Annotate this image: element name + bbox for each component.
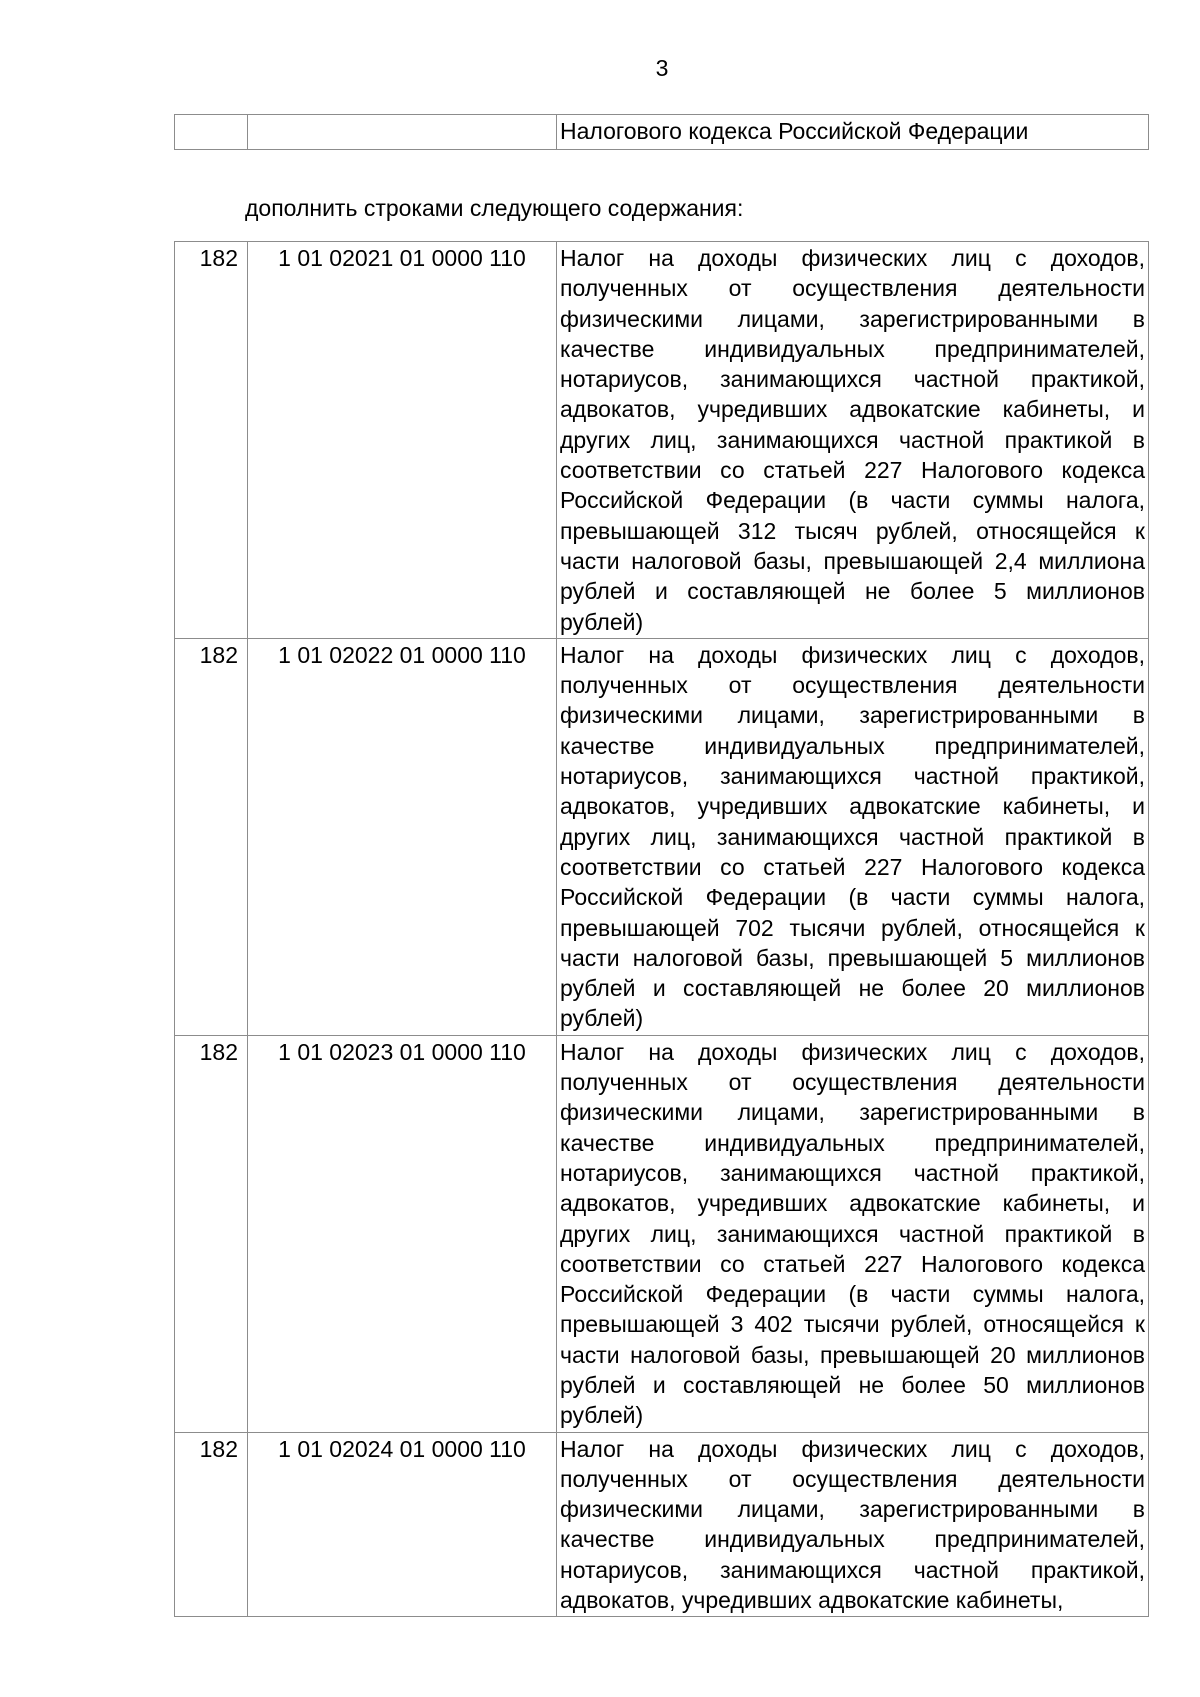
description-cell: Налог на доходы физических лиц с доходов, полученных от осуществления деятельности физическими лицами, зарегистрированными в качестве индивидуальных предпринимателей, нотариусов, занимающихся частной практикой, адвокатов, учредивших адвокатские кабинеты, и других лиц, занимающихся частной практикой в соответствии со статьей 227 Налогового кодекса Российской Федерации (в части суммы налога, превышающей 702 тысячи рублей, относящейся к части налоговой базы, превышающей 5 миллионов рублей и составляющей не более 20 миллионов рублей) bbox=[557, 638, 1149, 1035]
table-row bbox=[175, 242, 1149, 639]
description-cell: Налог на доходы физических лиц с доходов, полученных от осуществления деятельности физическими лицами, зарегистрированными в качестве индивидуальных предпринимателей, нотариусов, занимающихся частной практикой, адвокатов, учредивших адвокатские кабинеты, и других лиц, занимающихся частной практикой в соответствии со статьей 227 Налогового кодекса Российской Федерации (в части суммы налога, превышающей 312 тысяч рублей, относящейся к части налоговой базы, превышающей 2,4 миллиона рублей и составляющей не более 5 миллионов рублей) bbox=[557, 242, 1149, 639]
admin-code-cell: 182 bbox=[175, 1432, 248, 1617]
description-cell: Налог на доходы физических лиц с доходов, полученных от осуществления деятельности физическими лицами, зарегистрированными в качестве индивидуальных предпринимателей, нотариусов, занимающихся частной практикой, адвокатов, учредивших адвокатские кабинеты, и других лиц, занимающихся частной практикой в соответствии со статьей 227 Налогового кодекса Российской Федерации (в части суммы налога, превышающей 3 402 тысячи рублей, относящейся к части налоговой базы, превышающей 20 миллионов рублей и составляющей не более 50 миллионов рублей) bbox=[557, 1035, 1149, 1432]
table-row bbox=[175, 1035, 1149, 1432]
budget-code-cell: 1 01 02021 01 0000 110 bbox=[248, 242, 557, 639]
budget-code-cell: 1 01 02023 01 0000 110 bbox=[248, 1035, 557, 1432]
table-row bbox=[175, 115, 1149, 150]
description-cell: Налог на доходы физических лиц с доходов, полученных от осуществления деятельности физическими лицами, зарегистрированными в качестве индивидуальных предпринимателей, нотариусов, занимающихся частной практикой, адвокатов, учредивших адвокатские кабинеты, bbox=[557, 1432, 1149, 1617]
continuation-table bbox=[174, 114, 1149, 150]
intro-text: дополнить строками следующего содержания: bbox=[245, 195, 744, 221]
table-row bbox=[175, 638, 1149, 1035]
income-codes-table bbox=[174, 241, 1149, 1617]
admin-code-cell: 182 bbox=[175, 1035, 248, 1432]
page-number: 3 bbox=[655, 55, 669, 81]
description-cell: Налогового кодекса Российской Федерации bbox=[557, 115, 1149, 150]
admin-code-cell: 182 bbox=[175, 638, 248, 1035]
budget-code-cell: 1 01 02024 01 0000 110 bbox=[248, 1432, 557, 1617]
budget-code-cell: 1 01 02022 01 0000 110 bbox=[248, 638, 557, 1035]
table-row bbox=[175, 1432, 1149, 1617]
admin-code-cell: 182 bbox=[175, 242, 248, 639]
admin-code-cell bbox=[175, 115, 248, 150]
budget-code-cell bbox=[248, 115, 557, 150]
